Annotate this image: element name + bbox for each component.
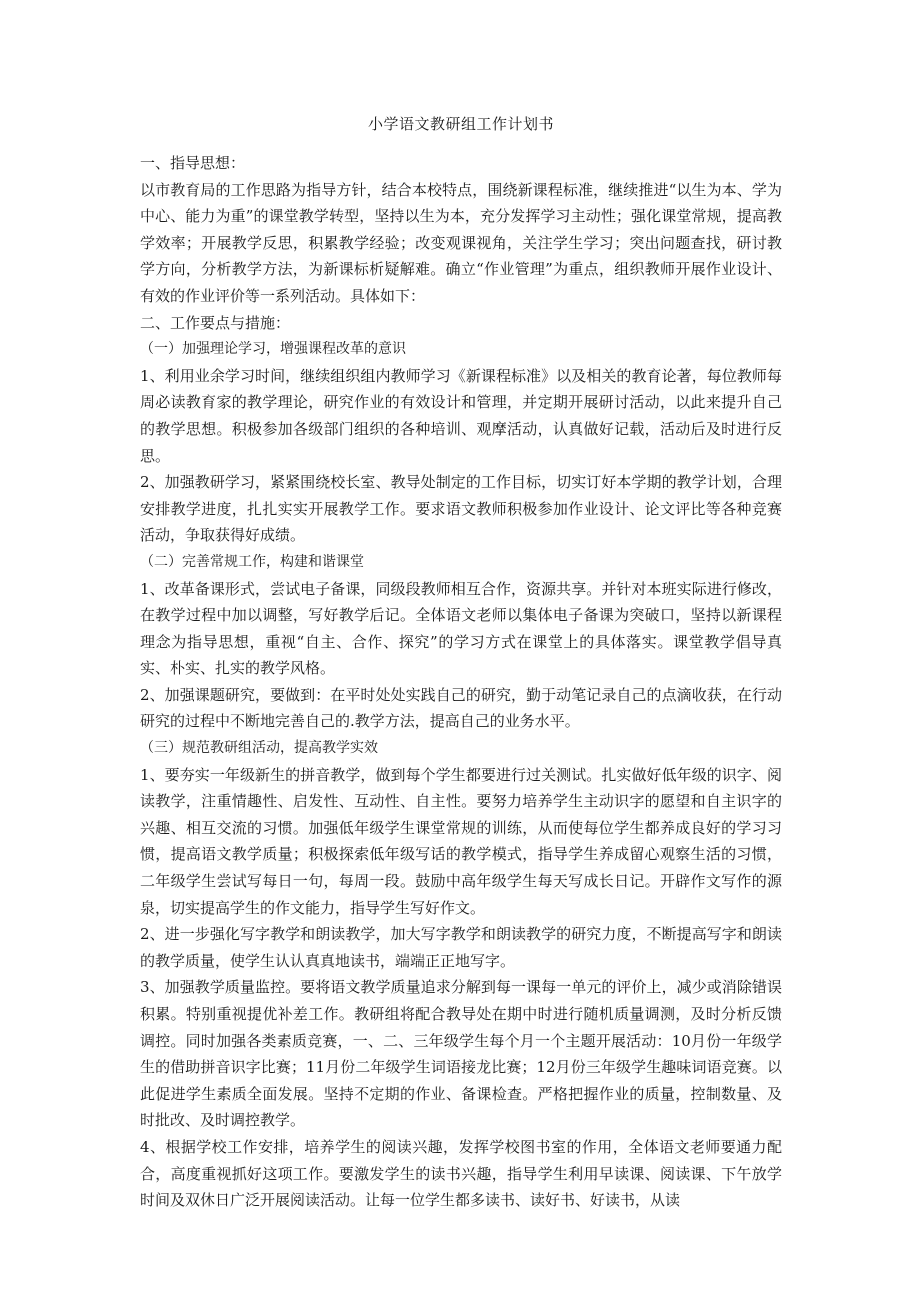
body-paragraph: 1、改革备课形式，尝试电子备课，同级段教师相互合作，资源共享。并针对本班实际进行修改，在教学过程中加以调整，写好教学后记。全体语文老师以集体电子备课为突破口，坚持以新课程理念为指导思想，重视“自主、合作、探究”的学习方式在课堂上的具体落实。课堂教学倡导真实、朴实、扎实的教学风格。 xyxy=(140,579,782,678)
document-title: 小学语文教研组工作计划书 xyxy=(367,115,554,133)
body-paragraph: 4、根据学校工作安排，培养学生的阅读兴趣，发挥学校图书室的作用，全体语文老师要通力配合，高度重视抓好这项工作。要激发学生的读书兴趣，指导学生利用早读课、阅读课、下午放学时间及双休日广泛开展阅读活动。让每一位学生都多读书、读好书、好读书，从读 xyxy=(140,1137,782,1210)
body-paragraph: 1、要夯实一年级新生的拼音教学，做到每个学生都要进行过关测试。扎实做好低年级的识字、阅读教学，注重情趣性、启发性、互动性、自主性。要努力培养学生主动识字的愿望和自主识字的兴趣、相互交流的习惯。加强低年级学生课堂常规的训练，从而使每位学生都养成良好的学习习惯，提高语文教学质量；积极探索低年级写话的教学模式，指导学生养成留心观察生活的习惯，二年级学生尝试写每日一句，每周一段。鼓励中高年级学生每天写成长日记。开辟作文写作的源泉，切实提高学生的作文能力，指导学生写好作文。 xyxy=(140,765,782,917)
subsection-heading: （一）加强理论学习，增强课程改革的意识 xyxy=(140,341,406,358)
document-page xyxy=(140,112,782,1214)
body-paragraph: 以市教育局的工作思路为指导方针，结合本校特点，围绕新课程标准，继续推进“以生为本、学为中心、能力为重”的课堂教学转型，坚持以生为本，充分发挥学习主动性；强化课堂常规，提高教学效率；开展教学反思，积累教学经验；改变观课视角，关注学生学习；突出问题查找，研讨教学方向，分析教学方法，为新课标析疑解难。确立“作业管理”为重点，组织教师开展作业设计、有效的作业评价等一系列活动。具体如下： xyxy=(140,180,782,305)
body-paragraph: 3、加强教学质量监控。要将语文教学质量追求分解到每一课每一单元的评价上，减少或消除错误积累。特别重视提优补差工作。教研组将配合教导处在期中时进行随机质量调测，及时分析反馈调控。同时加强各类素质竞赛，一、二、三年级学生每个月一个主题开展活动：10月份一年级学生的借助拼音识字比赛；11月份二年级学生词语接龙比赛；12月份三年级学生趣味词语竞赛。以此促进学生素质全面发展。坚持不定期的作业、备课检查。严格把握作业的质量，控制数量、及时批改、及时调控教学。 xyxy=(140,978,782,1130)
subsection-heading: （二）完善常规工作，构建和谐课堂 xyxy=(140,553,364,570)
body-paragraph: 2、加强教研学习，紧紧围绕校长室、教导处制定的工作目标，切实订好本学期的教学计划，合理安排教学进度，扎扎实实开展教学工作。要求语文教师积极参加作业设计、论文评比等各种竞赛活动，争取获得好成绩。 xyxy=(140,473,782,545)
section-heading: 二、工作要点与措施： xyxy=(140,313,291,332)
body-paragraph: 2、加强课题研究，要做到：在平时处处实践自己的研究，勤于动笔记录自己的点滴收获，在行动研究的过程中不断地完善自己的.教学方法，提高自己的业务水平。 xyxy=(140,685,782,731)
body-paragraph: 2、进一步强化写字教学和朗读教学，加大写字教学和朗读教学的研究力度，不断提高写字和朗读的教学质量，使学生认认真真地读书，端端正正地写字。 xyxy=(140,925,782,970)
section-heading: 一、指导思想： xyxy=(140,154,246,172)
subsection-heading: （三）规范教研组活动，提高教学实效 xyxy=(140,740,378,757)
body-paragraph: 1、利用业余学习时间，继续组织组内教师学习《新课程标准》以及相关的教育论著，每位教师每周必读教育家的教学理论，研究作业的有效设计和管理，并定期开展研讨活动，以此来提升自己的教学思想。积极参加各级部门组织的各种培训、观摩活动，认真做好记载，活动后及时进行反思。 xyxy=(140,366,782,465)
